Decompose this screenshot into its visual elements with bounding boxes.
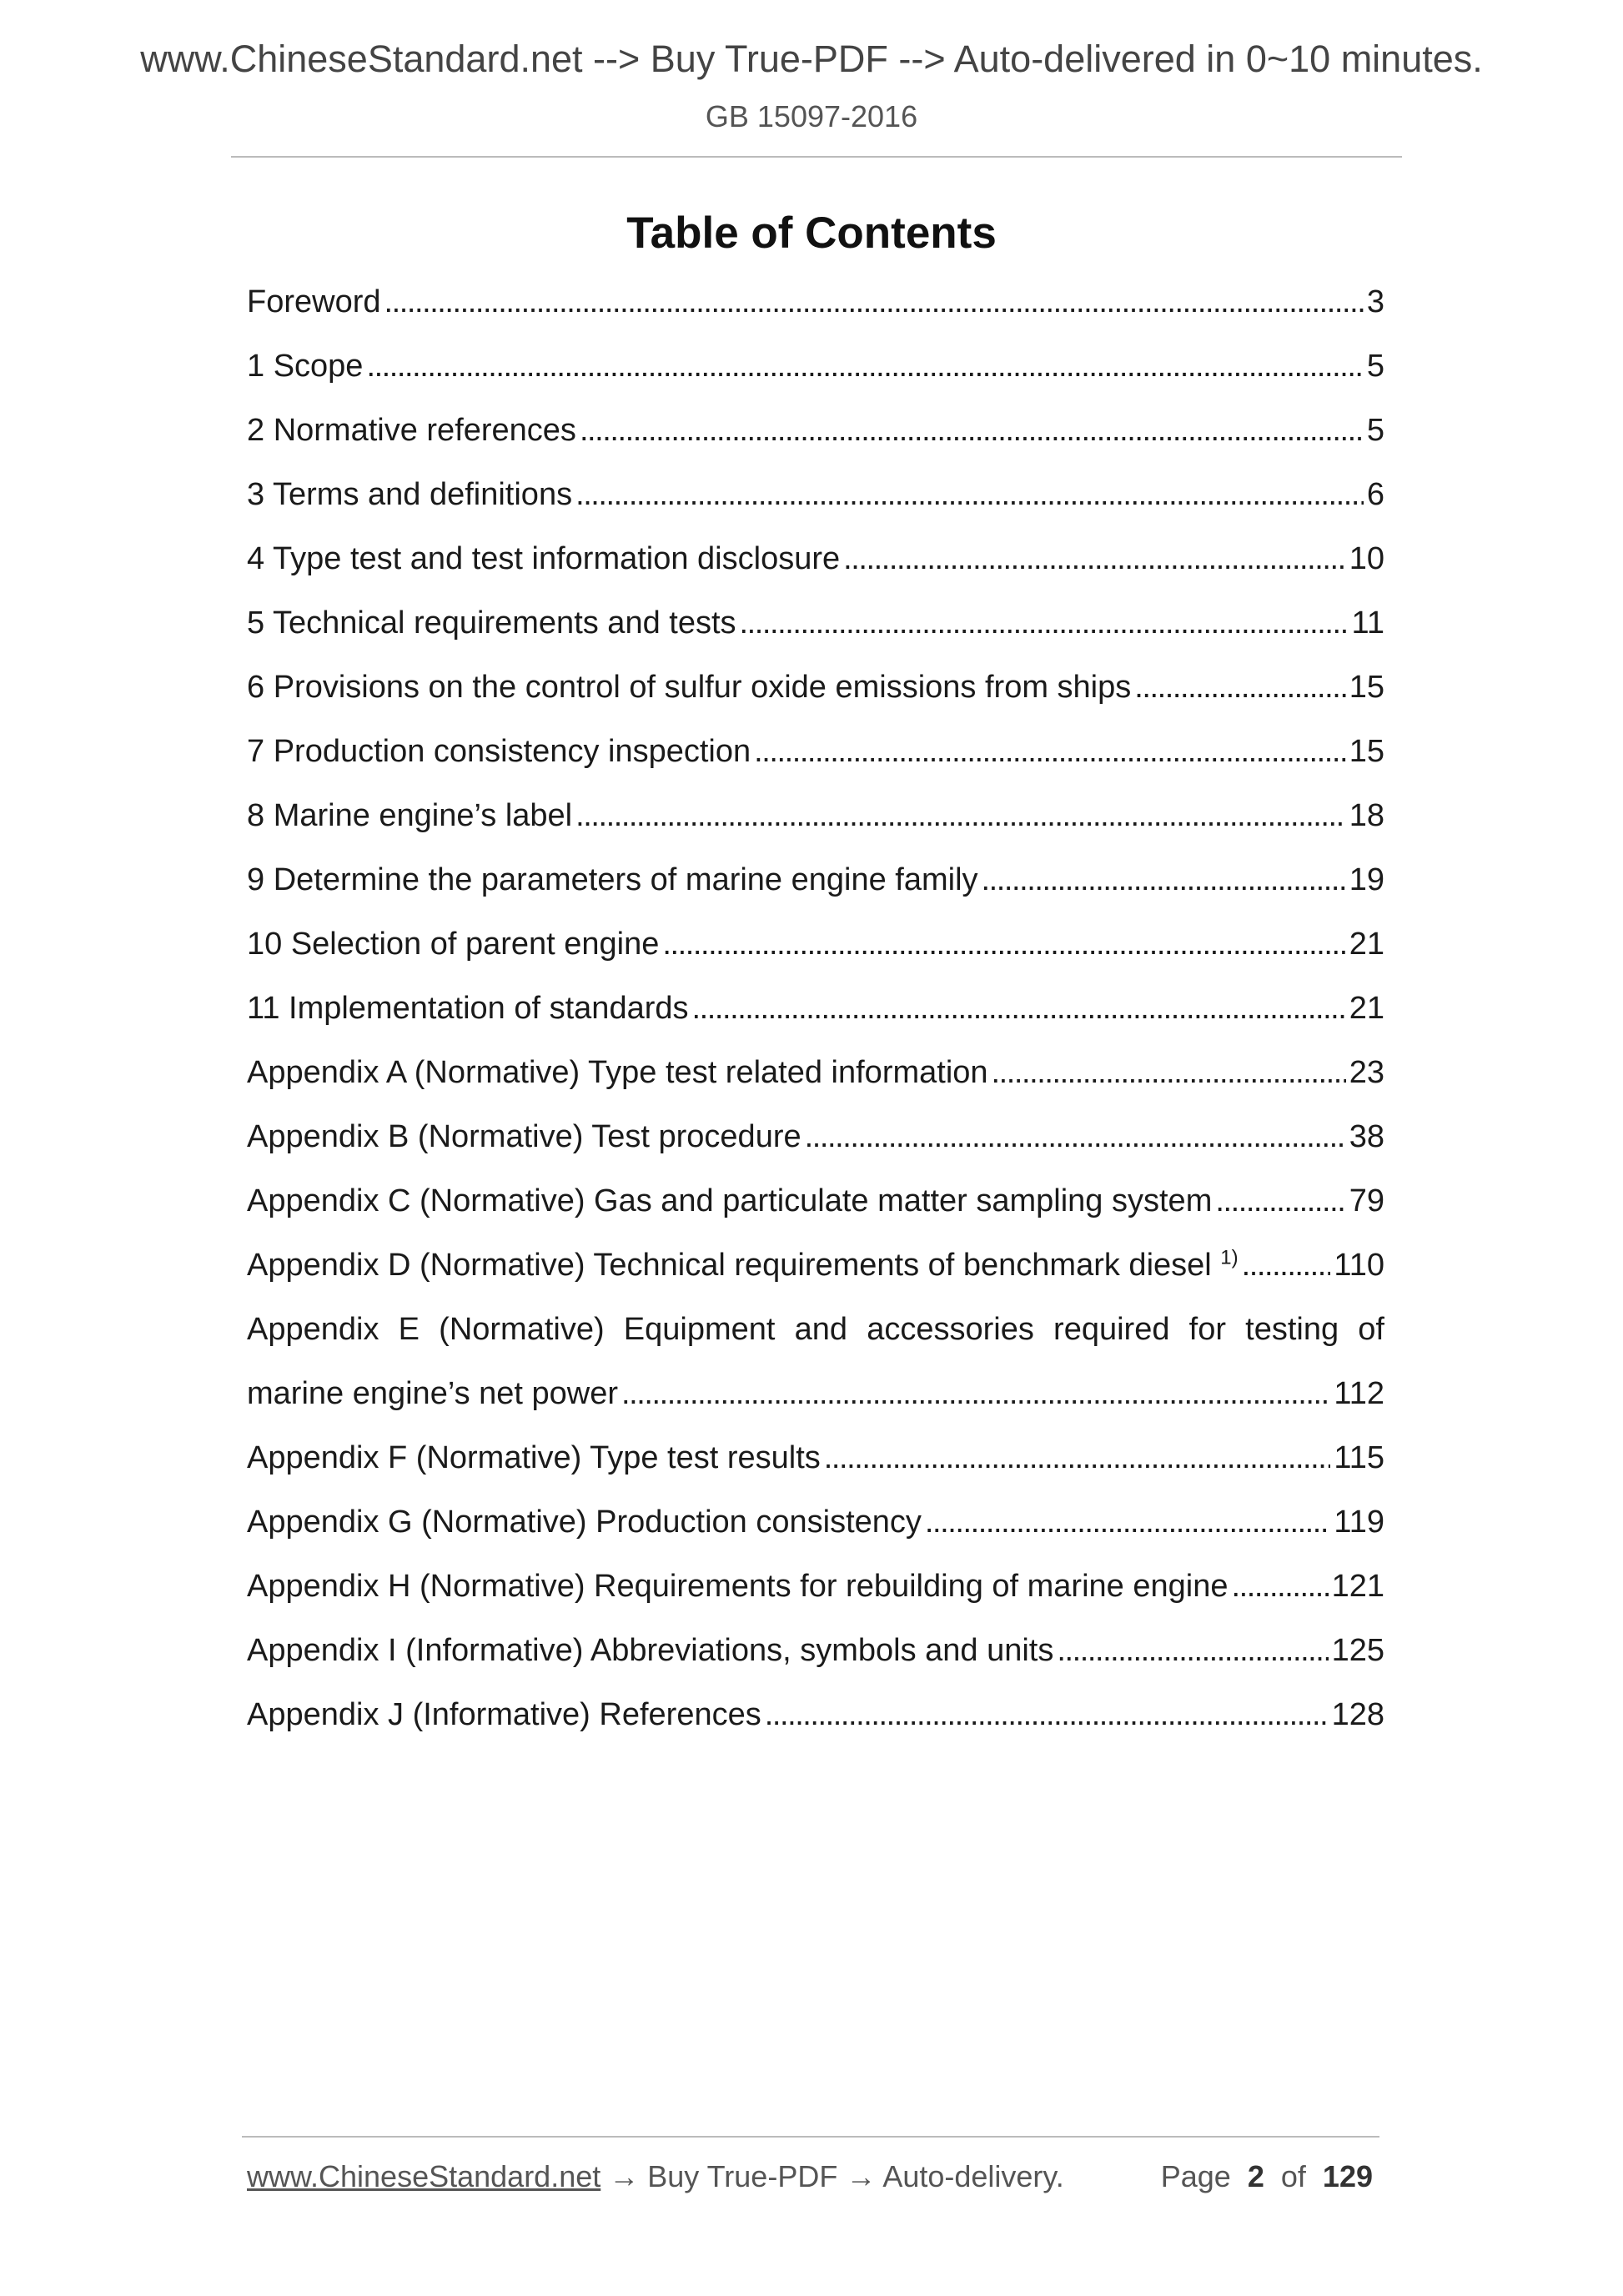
toc-entry-page: 15 — [1349, 670, 1384, 705]
toc-entry-label: Appendix C (Normative) Gas and particulate matter sampling system — [247, 1183, 1213, 1218]
toc-entry-label: Appendix G (Normative) Production consistency — [247, 1505, 922, 1540]
footer-tagline: → Buy True-PDF → Auto-delivery. — [600, 2159, 1064, 2193]
page-total: 129 — [1322, 2159, 1373, 2193]
toc-entry-page: 3 — [1366, 284, 1384, 319]
toc-entry[interactable] — [247, 670, 1384, 734]
toc-entry[interactable] — [247, 477, 1384, 541]
toc-entry-page: 10 — [1349, 541, 1384, 576]
toc-entry-page: 115 — [1334, 1440, 1384, 1475]
dot-leader — [1057, 1633, 1328, 1670]
toc-entry[interactable] — [247, 1248, 1384, 1312]
toc-entry-label: 1 Scope — [247, 349, 364, 384]
toc-entry-label: 10 Selection of parent engine — [247, 927, 660, 962]
toc-entry-page: 5 — [1366, 413, 1384, 448]
footnote-marker: 1) — [1220, 1246, 1239, 1269]
toc-entry[interactable] — [247, 1055, 1384, 1119]
toc-entry[interactable] — [247, 541, 1384, 605]
toc-entry[interactable] — [247, 1697, 1384, 1761]
dot-leader — [982, 862, 1346, 899]
footer-site-link[interactable]: www.ChineseStandard.net — [247, 2159, 601, 2193]
footer-left — [247, 2159, 1064, 2193]
toc-entry-page: 18 — [1349, 798, 1384, 833]
toc-entry[interactable] — [247, 1633, 1384, 1697]
dot-leader — [575, 477, 1364, 514]
toc-entry[interactable] — [247, 1569, 1384, 1633]
page-current: 2 — [1247, 2159, 1264, 2193]
standard-code: GB 15097-2016 — [705, 99, 918, 133]
dot-leader — [1242, 1248, 1331, 1284]
toc-entry-label: 9 Determine the parameters of marine engine family — [247, 862, 978, 897]
toc-entry[interactable] — [247, 605, 1384, 670]
table-of-contents — [247, 284, 1384, 1761]
page-of: of — [1280, 2159, 1306, 2193]
dot-leader — [662, 927, 1345, 963]
dot-leader — [366, 349, 1363, 385]
toc-entry[interactable] — [247, 1440, 1384, 1505]
toc-entry-label-text: Appendix D (Normative) Technical requirements of benchmark diesel — [247, 1248, 1212, 1283]
dot-leader — [754, 734, 1346, 771]
toc-entry[interactable] — [247, 991, 1384, 1055]
dot-leader — [765, 1697, 1329, 1734]
dot-leader — [1215, 1183, 1345, 1220]
header-banner: www.ChineseStandard.net --> Buy True-PDF --> Auto-delivered in 0~10 minutes. — [140, 38, 1483, 80]
dot-leader — [580, 413, 1364, 450]
dot-leader — [992, 1055, 1346, 1092]
page-prefix: Page — [1160, 2159, 1231, 2193]
toc-entry-label: Appendix A (Normative) Type test related information — [247, 1055, 988, 1090]
toc-entry[interactable] — [247, 862, 1384, 927]
toc-entry-page: 6 — [1366, 477, 1384, 512]
dot-leader — [384, 284, 1364, 321]
toc-entry-page: 21 — [1349, 927, 1384, 962]
toc-entry-label: Appendix J (Informative) References — [247, 1697, 761, 1732]
toc-entry-label: 4 Type test and test information disclosure — [247, 541, 841, 576]
toc-entry-label: 11 Implementation of standards — [247, 991, 689, 1026]
page-number — [1160, 2159, 1373, 2193]
toc-entry-label: Appendix I (Informative) Abbreviations, symbols and units — [247, 1633, 1054, 1668]
toc-entry-page: 5 — [1366, 349, 1384, 384]
toc-entry[interactable] — [247, 284, 1384, 349]
toc-entry[interactable] — [247, 1119, 1384, 1183]
toc-entry-label: 6 Provisions on the control of sulfur oxide emissions from ships — [247, 670, 1132, 705]
toc-entry-page: 119 — [1334, 1505, 1384, 1540]
toc-entry-page: 128 — [1331, 1697, 1384, 1732]
dot-leader — [621, 1376, 1330, 1413]
toc-entry-page: 23 — [1349, 1055, 1384, 1090]
toc-entry[interactable] — [247, 734, 1384, 798]
dot-leader — [692, 991, 1346, 1027]
toc-entry-label: 7 Production consistency inspection — [247, 734, 751, 769]
dot-leader — [925, 1505, 1330, 1541]
page-footer — [247, 2159, 1373, 2193]
toc-entry-label: 8 Marine engine’s label — [247, 798, 573, 833]
toc-entry-label: 3 Terms and definitions — [247, 477, 573, 512]
toc-entry-page: 121 — [1331, 1569, 1384, 1604]
toc-entry-page: 21 — [1349, 991, 1384, 1026]
toc-entry-page: 110 — [1334, 1248, 1384, 1283]
toc-entry-label: Foreword — [247, 284, 381, 319]
toc-entry-wrapped-line[interactable]: Appendix E (Normative) Equipment and accessories required for testing of — [247, 1312, 1384, 1347]
dot-leader — [843, 541, 1346, 578]
toc-entry-label: 2 Normative references — [247, 413, 576, 448]
toc-entry[interactable] — [247, 1376, 1384, 1440]
toc-entry-page: 112 — [1334, 1376, 1384, 1411]
toc-entry-label — [247, 1248, 1239, 1284]
toc-entry[interactable] — [247, 798, 1384, 862]
page-title: Table of Contents — [626, 208, 997, 258]
toc-entry-page: 15 — [1349, 734, 1384, 769]
dot-leader — [1231, 1569, 1328, 1605]
toc-entry[interactable] — [247, 413, 1384, 477]
toc-entry-page: 11 — [1351, 605, 1384, 641]
toc-entry-page: 125 — [1331, 1633, 1384, 1668]
dot-leader — [824, 1440, 1331, 1477]
toc-entry[interactable] — [247, 927, 1384, 991]
dot-leader — [805, 1119, 1346, 1156]
toc-entry[interactable] — [247, 1183, 1384, 1248]
dot-leader — [575, 798, 1346, 835]
toc-entry-page: 38 — [1349, 1119, 1384, 1154]
toc-entry[interactable] — [247, 1505, 1384, 1569]
toc-entry[interactable] — [247, 349, 1384, 413]
header-divider — [231, 156, 1402, 158]
toc-entry-page: 19 — [1349, 862, 1384, 897]
toc-entry-label: Appendix F (Normative) Type test results — [247, 1440, 821, 1475]
toc-entry-page: 79 — [1349, 1183, 1384, 1218]
toc-entry-label: Appendix B (Normative) Test procedure — [247, 1119, 801, 1154]
toc-entry-label: Appendix H (Normative) Requirements for rebuilding of marine engine — [247, 1569, 1229, 1604]
footer-divider — [242, 2136, 1379, 2138]
toc-entry-label: marine engine’s net power — [247, 1376, 619, 1411]
dot-leader — [1134, 670, 1345, 706]
dot-leader — [740, 605, 1349, 642]
toc-entry-label: 5 Technical requirements and tests — [247, 605, 736, 641]
